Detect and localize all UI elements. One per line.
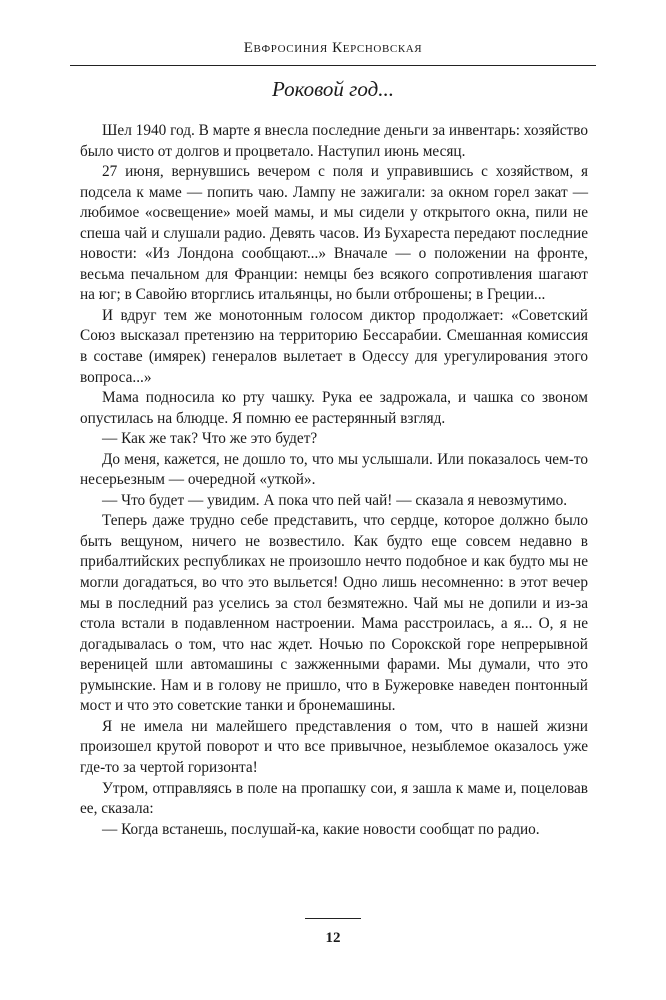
header-rule <box>70 65 596 66</box>
dialogue-line: — Когда встанешь, послушай-ка, какие новости сообщат по радио. <box>102 820 540 838</box>
dialogue-line: — Что будет — увидим. А пока что пей чай! — сказала я невозмутимо. <box>102 491 568 509</box>
paragraph: Теперь даже трудно себе представить, что сердце, которое должно было быть вещуном, ничего не возвестило. Как будто еще совсем недавно в прибалтийских республиках не произошло нечто подобное и как будто мы не могли догадаться, во что это выльется! Одно лишь несомненно: в этот вечер мы в последний раз уселись за стол безмятежно. Чай мы не допили и из-за стола встали в подавленном настроении. Мама расстроилась, а я... О, я не догадывалась о том, что нас ждет. Ночью по Сорокской горе непрерывной вереницей шли автомашины с зажженными фарами. Мы думали, что это румынские. Нам и в голову не пришло, что в Бужеровке наведен понтонный мост и что это советские танки и бронемашины. <box>80 512 588 715</box>
paragraph: Мама подносила ко рту чашку. Рука ее задрожала, и чашка со звоном опустилась на блюдце. Я помню ее растерянный взгляд. <box>80 389 588 427</box>
body-text <box>80 121 588 840</box>
chapter-title: Роковой год... <box>272 77 394 101</box>
paragraph: Я не имела ни малейшего представления о том, что в нашей жизни произошел крутой поворот и что все привычное, незыблемое оказалось уже где-то за чертой горизонта! <box>80 717 588 776</box>
paragraph: 27 июня, вернувшись вечером с поля и управившись с хозяйством, я подсела к маме — попить чаю. Лампу не зажигали: за окном горел закат — любимое «освещение» моей мамы, и мы сидели у открытого окна, пили не спеша чай и слушали радио. Девять часов. Из Бухареста передают последние новости: «Из Лондона сообщают...» Вначале — о положении на фронте, весьма печальном для Франции: немцы без всякого сопротивления шагают на юг; в Савойю вторглись итальянцы, но были отброшены; в Греции... <box>80 163 588 304</box>
paragraph: До меня, кажется, не дошло то, что мы услышали. Или показалось чем-то несерьезным — очередной «уткой». <box>80 450 588 489</box>
paragraph: И вдруг тем же монотонным голосом диктор продолжает: «Советский Союз высказал претензию на территорию Бессарабии. Смешанная комиссия в составе (имярек) генералов вылетает в Одессу для урегулирования этого вопроса...» <box>80 306 588 386</box>
page-number: 12 <box>325 930 341 946</box>
footer-rule <box>305 918 361 919</box>
paragraph: Шел 1940 год. В марте я внесла последние деньги за инвентарь: хозяйство было чисто от долгов и процветало. Наступил июнь месяц. <box>80 122 588 160</box>
paragraph: Утром, отправляясь в поле на пропашку сои, я зашла к маме и, поцеловав ее, сказала: <box>80 779 588 818</box>
running-header-author: Евфросиния Керсновская <box>243 40 423 56</box>
dialogue-line: — Как же так? Что же это будет? <box>102 430 318 448</box>
